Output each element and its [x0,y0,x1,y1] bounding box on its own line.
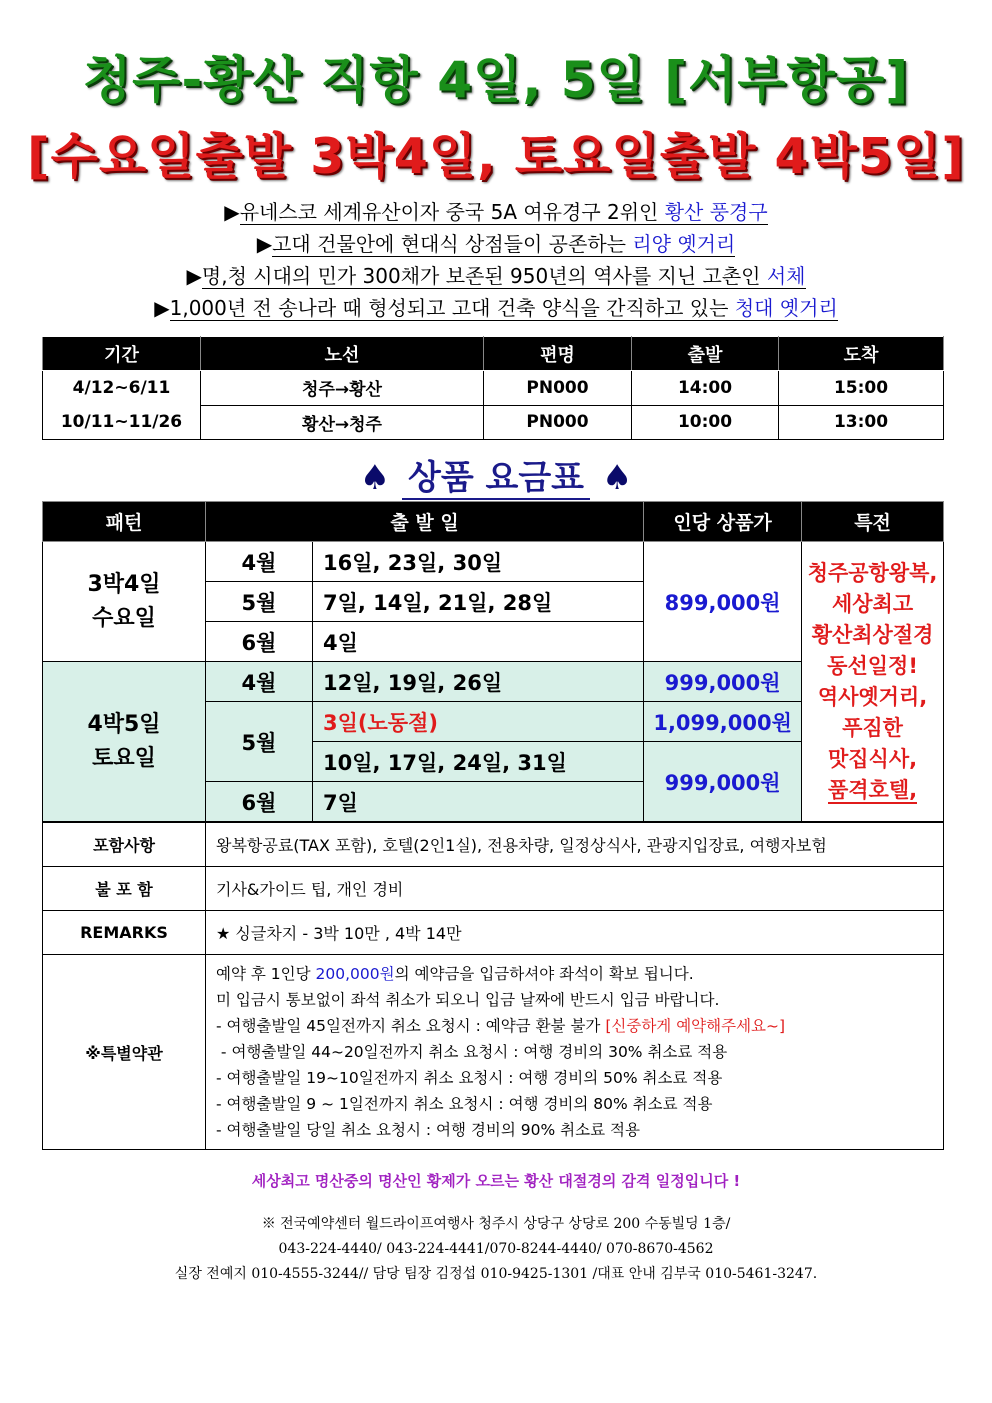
header-pattern: 패턴 [43,502,206,542]
remarks-value: ★ 싱글차지 - 3박 10만 , 4박 14만 [206,911,944,955]
price-cell: 1,099,000원 [644,702,802,742]
main-title: 청주-황산 직항 4일, 5일 [서부항공] [82,51,910,109]
depart-cell: 10:00 [632,405,779,440]
month-cell: 6월 [206,622,313,662]
slogan: 세상최고 명산중의 명산인 황제가 오르는 황산 대절경의 감격 일정입니다 ! [251,1172,741,1190]
terms-value: 예약 후 1인당 200,000원의 예약금을 입금하셔야 좌석이 확보 됩니다. 미 입금시 통보없이 좌석 취소가 되오니 입금 날짜에 반드시 입금 바랍니다. - 여행출발일 45일전까지 취소 요청시 : 예약금 환불 불가 [신중하게 예약해주세요~] - 여행출발일 44~20일전까지 취소 요청시 : 여행 경비의 30% 취소료 적용 - 여행출발일 19~10일전까지 취소 요청시 : 여행 경비의 50% 취소료 적용 - 여행출발일 9 ~ 1일전까지 취소 요청시 : 여행 경비의 80% 취소료 적용 - 여행출발일 당일 취소 요청시 : 여행 경비의 90% 취소료 적용 [206,955,944,1150]
excluded-label: 불 포 함 [43,867,206,911]
triangle-bullet-icon: ▶ [154,296,170,320]
header-route: 노선 [201,337,484,371]
dates-cell: 16일, 23일, 30일 [313,542,644,582]
triangle-bullet-icon: ▶ [186,264,202,288]
highlight-item: ▶명,청 시대의 민가 300채가 보존된 950년의 역사를 지닌 고촌인 서체 [186,264,806,288]
table-row [43,371,944,406]
terms-label: ※특별약관 [43,955,206,1150]
route-cell: 황산→청주 [201,405,484,440]
depart-cell: 14:00 [632,371,779,406]
route-cell: 청주→황산 [201,371,484,406]
month-cell: 5월 [206,702,313,782]
table-row [43,542,944,582]
excluded-value: 기사&가이드 팁, 개인 경비 [206,867,944,911]
highlight-item: ▶고대 건물안에 현대식 상점들이 공존하는 리양 옛거리 [256,232,736,256]
sub-title: [수요일출발 3박4일, 토요일출발 4박5일] [27,128,965,185]
flight-cell: PN000 [484,371,632,406]
spade-icon: ♠ [359,458,391,498]
header-period: 기간 [43,337,201,371]
flight-header-row [43,337,944,371]
dates-cell: 12일, 19일, 26일 [313,662,644,702]
footer-contact: ※ 전국예약센터 월드라이프여행사 청주시 상당구 상당로 200 수동빌딩 1층/ 043-224-4440/ 043-224-4441/070-8244-4440/ 070-8670-4562 실장 전예지 010-4555-3244// 담당 팀장 김정섭 010-9425-1301 /대표 안내 김부국 010-5461-3247. [174,1216,818,1282]
header-price: 인당 상품가 [644,502,802,542]
dates-cell: 4일 [313,622,644,662]
month-cell: 4월 [206,662,313,702]
dates-cell: 7일, 14일, 21일, 28일 [313,582,644,622]
highlights-list [0,196,992,324]
arrive-cell: 15:00 [779,371,944,406]
header-flight: 편명 [484,337,632,371]
remarks-label: REMARKS [43,911,206,955]
dates-cell: 7일 [313,782,644,822]
table-row [43,955,944,1150]
dates-cell: 3일(노동절) [313,702,644,742]
header-perks: 특전 [802,502,944,542]
price-cell: 999,000원 [644,742,802,822]
table-row [43,911,944,955]
flight-cell: PN000 [484,405,632,440]
triangle-bullet-icon: ▶ [256,232,273,256]
table-row [43,823,944,867]
price-cell: 999,000원 [644,662,802,702]
dates-cell: 10일, 17일, 24일, 31일 [313,742,644,782]
header-arrive: 도착 [779,337,944,371]
price-cell: 899,000원 [644,542,802,662]
month-cell: 6월 [206,782,313,822]
info-table [42,822,944,1150]
header-depart: 출발 [632,337,779,371]
pattern-cell: 3박4일 수요일 [43,542,206,662]
perks-cell: 청주공항왕복, 세상최고 황산최상절경 동선일정! 역사옛거리, 푸짐한 맛집식사, 품격호텔, [802,542,944,822]
included-value: 왕복항공료(TAX 포함), 호텔(2인1실), 전용차량, 일정상식사, 관광지입장료, 여행자보험 [206,823,944,867]
table-row [43,867,944,911]
price-header-row [43,502,944,542]
pattern-cell: 4박5일 토요일 [43,662,206,822]
month-cell: 5월 [206,582,313,622]
period-cell: 4/12~6/11 10/11~11/26 [43,371,201,440]
included-label: 포함사항 [43,823,206,867]
month-cell: 4월 [206,542,313,582]
header-dates: 출 발 일 [206,502,644,542]
price-table [42,501,944,822]
highlight-item: ▶1,000년 전 송나라 때 형성되고 고대 건축 양식을 간직하고 있는 청대 옛거리 [154,296,838,320]
flight-table [42,336,944,440]
arrive-cell: 13:00 [779,405,944,440]
triangle-bullet-icon: ▶ [224,200,240,224]
spade-icon: ♠ [601,458,633,498]
price-section-title: ♠ 상품 요금표 ♠ [359,458,633,498]
highlight-item: ▶유네스코 세계유산이자 중국 5A 여유경구 2위인 황산 풍경구 [224,200,768,224]
